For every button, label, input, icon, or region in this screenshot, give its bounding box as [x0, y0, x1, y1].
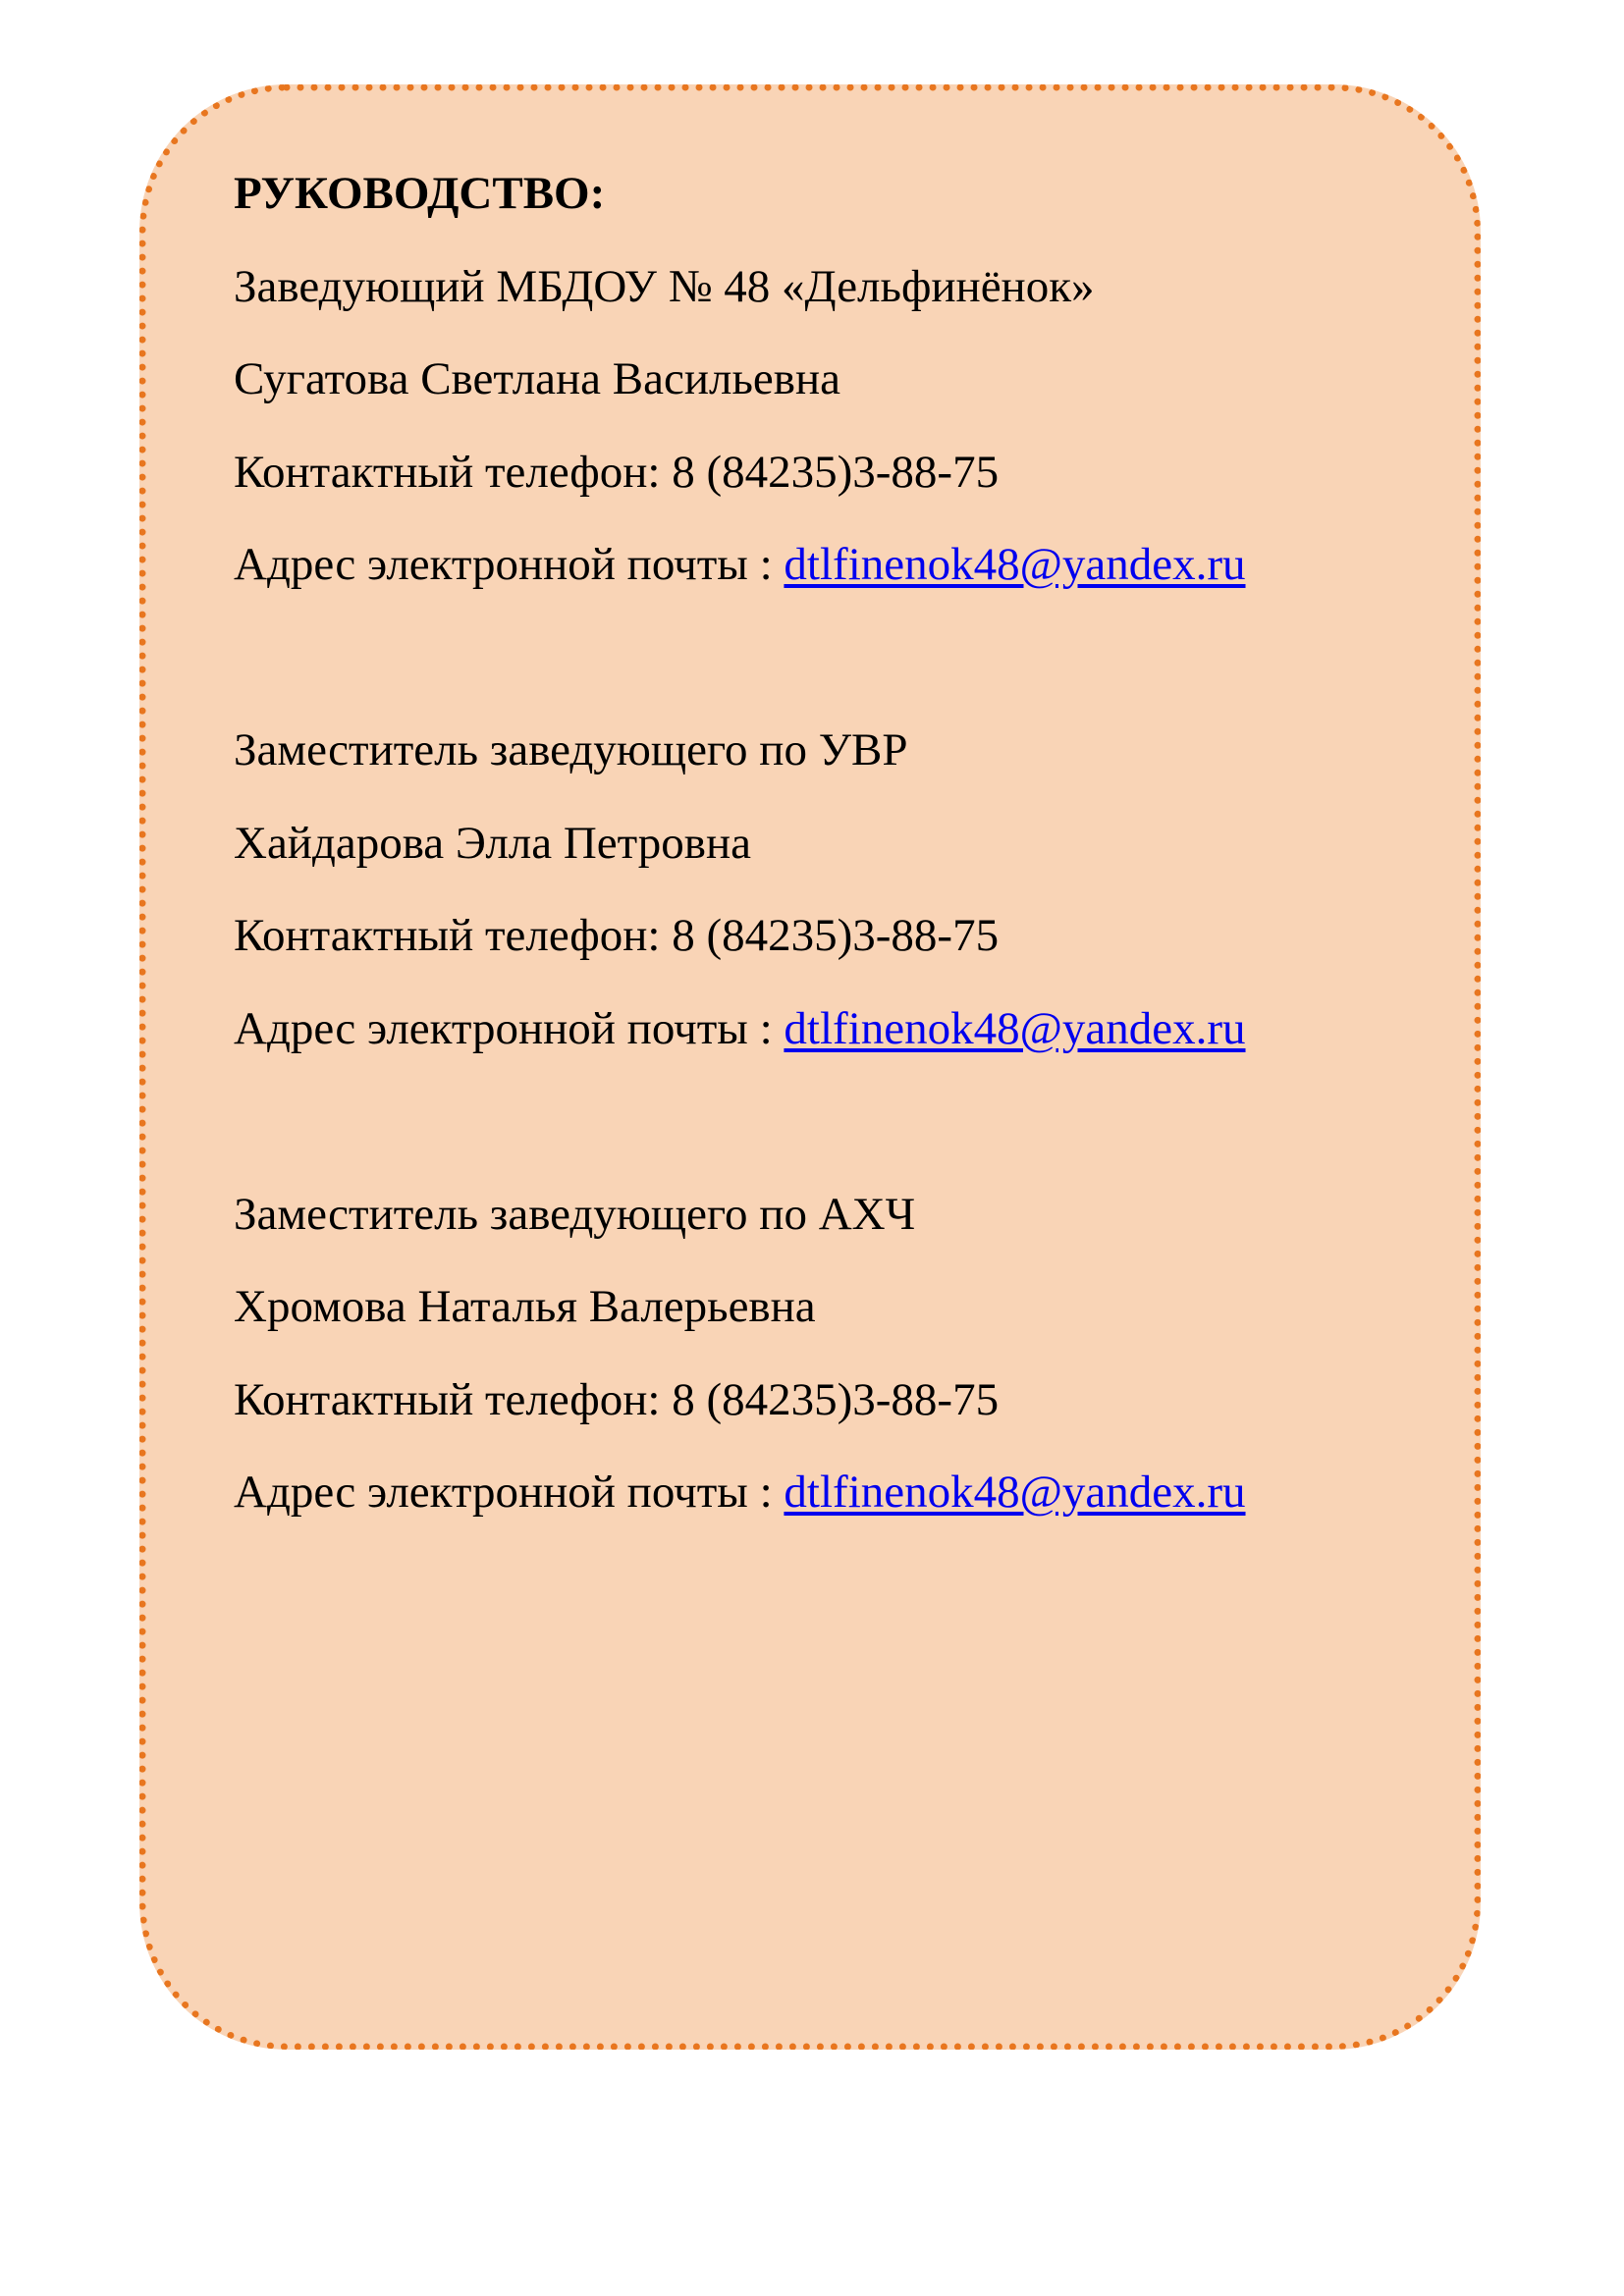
contact-phone: Контактный телефон: 8 (84235)3-88-75: [234, 1373, 1000, 1425]
email-link[interactable]: dtlfinenok48@yandex.ru: [784, 1002, 1246, 1054]
contact-phone: Контактный телефон: 8 (84235)3-88-75: [234, 446, 1000, 498]
email-label: Адрес электронной почты :: [234, 539, 785, 590]
contact-email-row: [234, 1446, 1412, 1539]
contact-name: Хромова Наталья Валерьевна: [234, 1281, 816, 1332]
contacts-content: [234, 147, 1412, 1539]
contact-name: Сугатова Светлана Васильевна: [234, 353, 840, 404]
email-link[interactable]: dtlfinenok48@yandex.ru: [784, 1467, 1246, 1518]
contact-block-deputy-ahch: [234, 1168, 1412, 1539]
contact-email-row: [234, 983, 1412, 1076]
email-link[interactable]: dtlfinenok48@yandex.ru: [784, 539, 1246, 590]
contact-phone: Контактный телефон: 8 (84235)3-88-75: [234, 910, 1000, 961]
email-label: Адрес электронной почты :: [234, 1002, 785, 1054]
spacer: [234, 612, 1412, 705]
spacer: [234, 1075, 1412, 1168]
section-heading: РУКОВОДСТВО:: [234, 168, 606, 219]
contact-position: Заместитель заведующего по УВР: [234, 724, 908, 775]
contact-position: Заведующий МБДОУ № 48 «Дельфинёнок»: [234, 260, 1095, 312]
email-label: Адрес электронной почты :: [234, 1467, 785, 1518]
contact-block-deputy-uvr: [234, 704, 1412, 1075]
contact-email-row: [234, 518, 1412, 612]
contact-position: Заместитель заведующего по АХЧ: [234, 1188, 916, 1240]
contact-name: Хайдарова Элла Петровна: [234, 817, 751, 869]
contact-block-head: [234, 240, 1412, 612]
